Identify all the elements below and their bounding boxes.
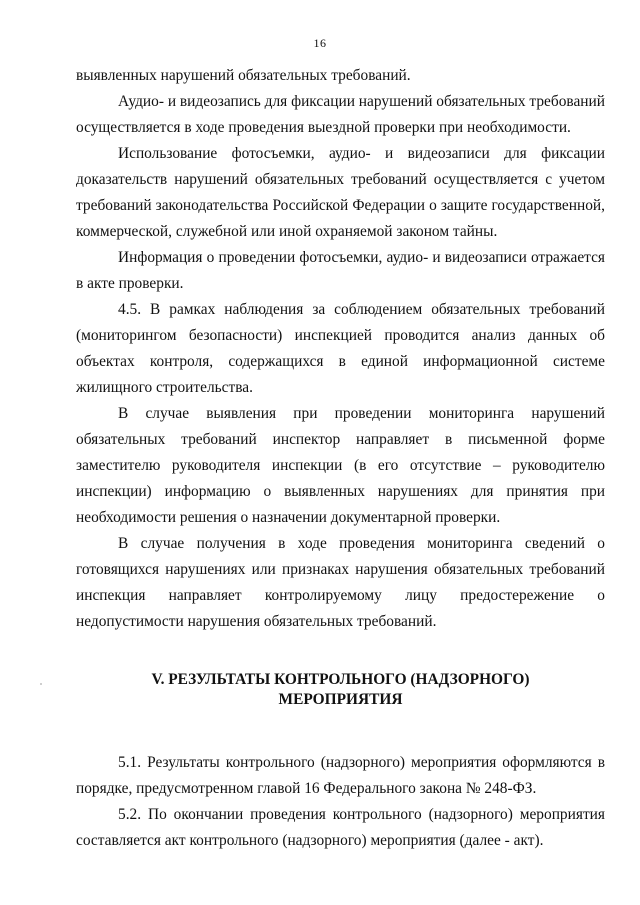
paragraph-monitoring-violations: В случае выявления при проведении мониторинга нарушений обязательных требований инспектор направляет в письменной форме заместителю руководителя инспекции (в его отсутствие – руководителю инспекции) информацию о выявленных нарушениях для принятия при необходимости решения о назначении документарной проверки.	[76, 405, 605, 526]
paragraph-monitoring-warning: В случае получения в ходе проведения мониторинга сведений о готовящихся нарушениях или признаках нарушения обязательных требований инспекция направляет контролируемому лицу предостережение о недопустимости нарушения обязательных требований.	[76, 535, 605, 630]
page-number: 16	[313, 36, 327, 50]
paragraph-photo-info: Информация о проведении фотосъемки, аудио- и видеозаписи отражается в акте проверки.	[76, 249, 605, 292]
paragraph-5-1: 5.1. Результаты контрольного (надзорного) мероприятия оформляются в порядке, предусмотренном главой 16 Федерального закона № 248-ФЗ.	[76, 754, 605, 797]
section-heading-line-1: V. РЕЗУЛЬТАТЫ КОНТРОЛЬНОГО (НАДЗОРНОГО)	[151, 671, 530, 688]
paragraph-photo-usage: Использование фотосъемки, аудио- и видеозаписи для фиксации доказательств нарушений обязательных требований осуществляется с учетом требований законодательства Российской Федерации о защите государственной, коммерческой, служебной или иной охраняемой законом тайны.	[76, 145, 605, 240]
paragraph-5-2: 5.2. По окончании проведения контрольного (надзорного) мероприятия составляется акт контрольного (надзорного) мероприятия (далее - акт).	[76, 806, 605, 849]
paragraph-continuation: выявленных нарушений обязательных требований.	[76, 67, 411, 84]
document-body	[76, 63, 605, 854]
paragraph-4-5: 4.5. В рамках наблюдения за соблюдением обязательных требований (мониторингом безопасности) инспекцией проводится анализ данных об объектах контроля, содержащихся в единой информационной системе жилищного строительства.	[76, 301, 605, 396]
paragraph-audio-video: Аудио- и видеозапись для фиксации нарушений обязательных требований осуществляется в ходе проведения выездной проверки при необходимости.	[76, 93, 605, 136]
section-heading	[76, 670, 605, 710]
scan-speck	[40, 683, 42, 685]
section-heading-line-2: МЕРОПРИЯТИЯ	[278, 691, 403, 708]
